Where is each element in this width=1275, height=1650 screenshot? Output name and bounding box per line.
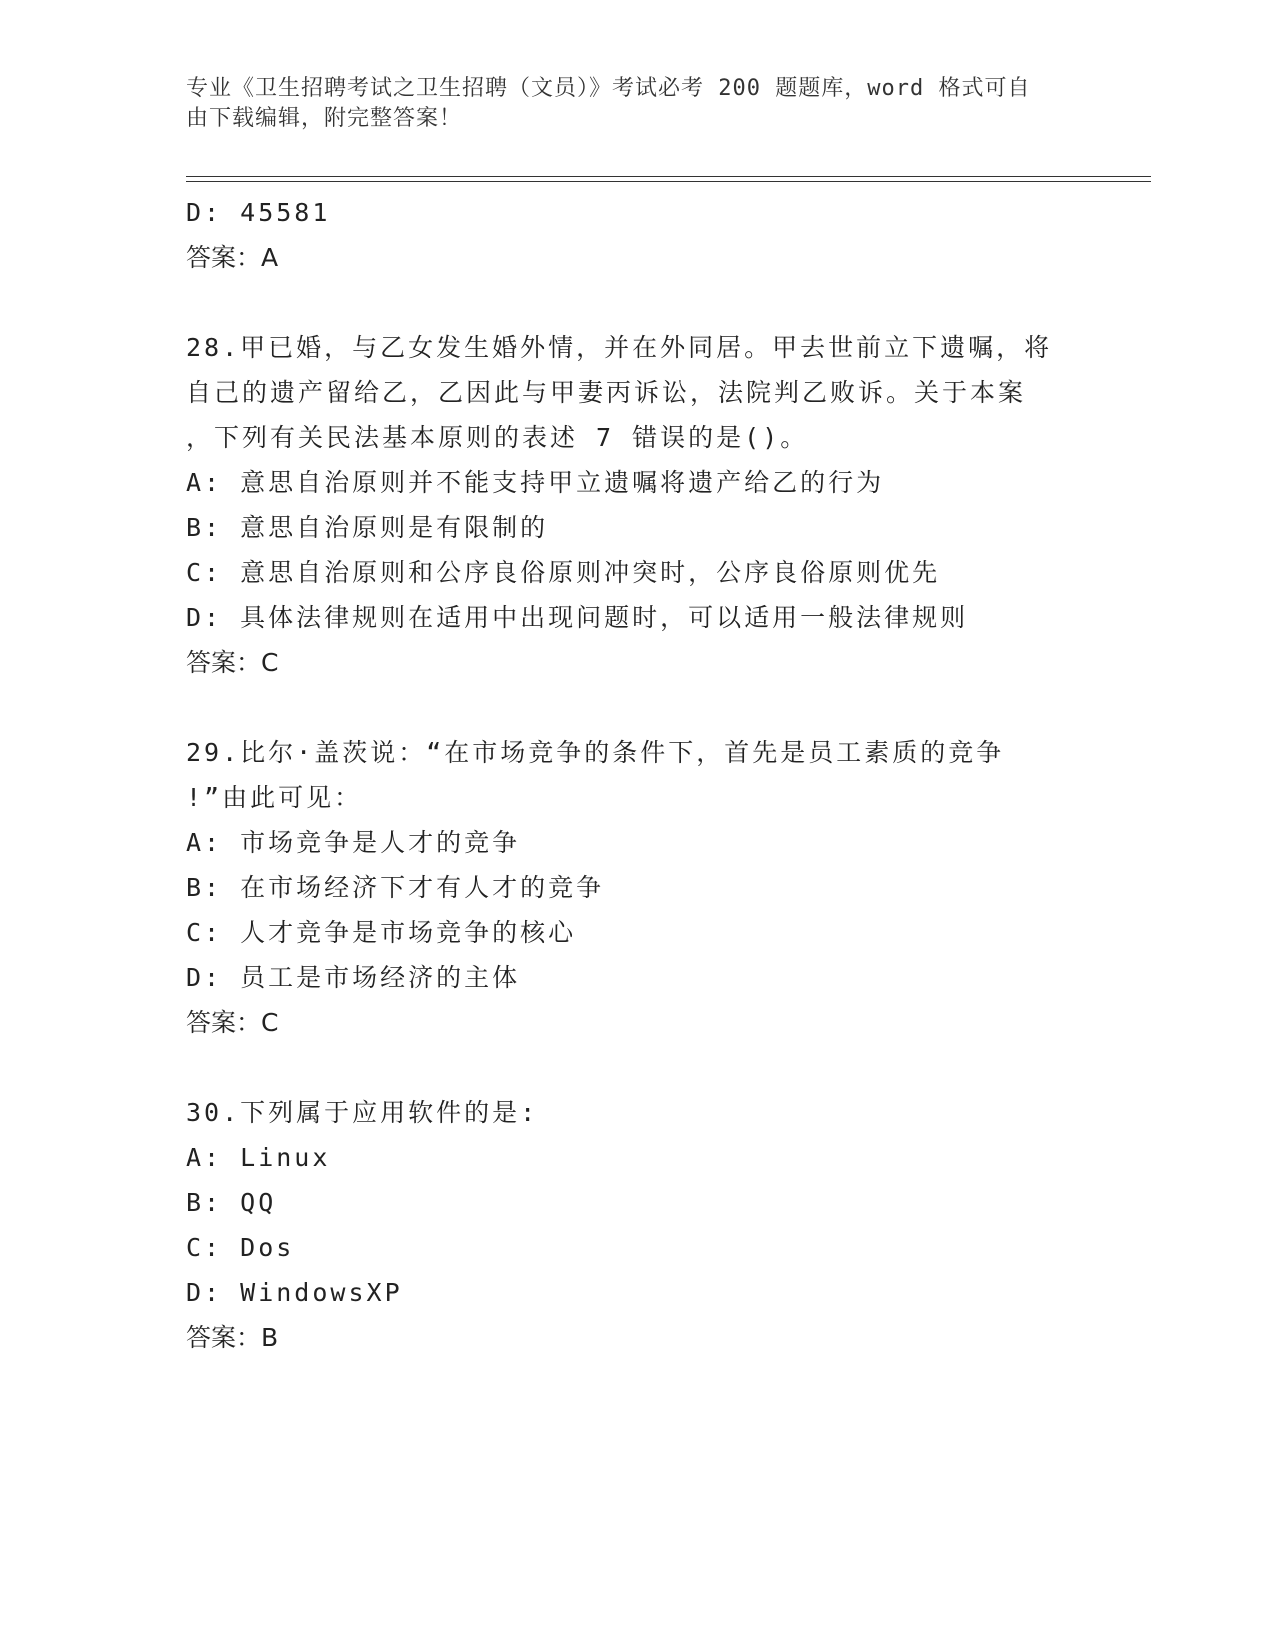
option-d: D: 员工是市场经济的主体: [186, 963, 521, 992]
option-d: D: WindowsXP: [186, 1278, 403, 1307]
question-stem-line: ，下列有关民法基本原则的表述 7 错误的是()。: [186, 423, 809, 452]
header-divider-top: [186, 176, 1151, 177]
previous-question-tail: [186, 190, 1146, 280]
header-line-1: 专业《卫生招聘考试之卫生招聘（文员）》考试必考 200 题题库，word 格式可自: [186, 76, 1031, 101]
question-29: [186, 730, 1146, 1045]
option-d: D: 具体法律规则在适用中出现问题时，可以适用一般法律规则: [186, 603, 969, 632]
answer-line: 答案：C: [186, 1008, 279, 1037]
question-stem-line: 28.甲已婚，与乙女发生婚外情，并在外同居。甲去世前立下遗嘱，将: [186, 333, 1053, 362]
option-b: B: 在市场经济下才有人才的竞争: [186, 873, 605, 902]
answer-line: 答案：B: [186, 1323, 279, 1352]
option-c: C: Dos: [186, 1233, 295, 1262]
option-b: B: QQ: [186, 1188, 277, 1217]
option-a: A: 市场竞争是人才的竞争: [186, 828, 521, 857]
document-body: [186, 190, 1146, 1360]
header-divider-bottom: [186, 181, 1151, 182]
option-a: A: Linux: [186, 1143, 331, 1172]
question-30: [186, 1090, 1146, 1360]
question-stem-line: !”由此可见：: [186, 783, 363, 812]
question-stem-line: 29.比尔·盖茨说：“在市场竞争的条件下，首先是员工素质的竞争: [186, 738, 1005, 767]
option-c: C: 人才竞争是市场竞争的核心: [186, 918, 577, 947]
question-stem-line: 自己的遗产留给乙，乙因此与甲妻丙诉讼，法院判乙败诉。关于本案: [186, 378, 1027, 407]
header-line-2: 由下载编辑，附完整答案！: [186, 106, 463, 131]
question-28: [186, 325, 1146, 685]
option-c: C: 意思自治原则和公序良俗原则冲突时，公序良俗原则优先: [186, 558, 941, 587]
option-d: D: 45581: [186, 198, 331, 227]
option-a: A: 意思自治原则并不能支持甲立遗嘱将遗产给乙的行为: [186, 468, 885, 497]
option-b: B: 意思自治原则是有限制的: [186, 513, 549, 542]
document-header: [186, 74, 1086, 134]
answer-line: 答案：C: [186, 648, 279, 677]
question-stem-line: 30.下列属于应用软件的是:: [186, 1098, 539, 1127]
answer-line: 答案：A: [186, 243, 279, 272]
